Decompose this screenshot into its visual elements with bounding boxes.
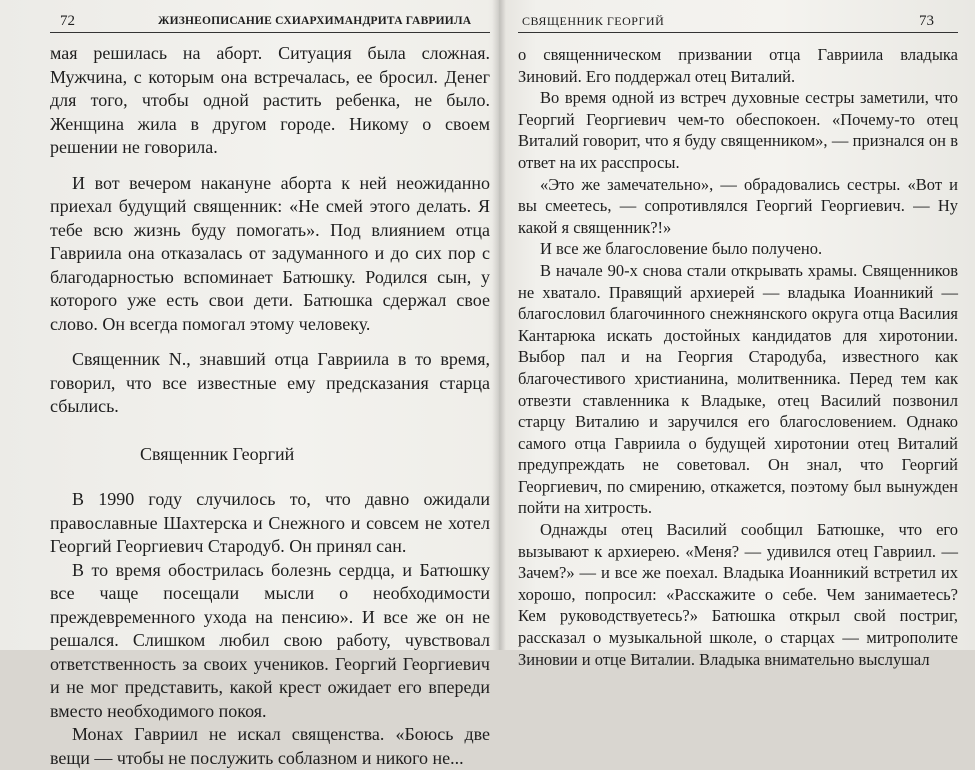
paragraph: мая решилась на аборт. Ситуация была сложная. Мужчина, с которым она встречалась, ее бросил. Денег для того, чтобы одной растить ребенка, не было. Женщина жила в другом городе. Никому о своем решении не говорила. [50, 43, 490, 157]
right-page-number: 73 [919, 13, 934, 29]
paragraph: о священническом призвании отца Гавриила владыка Зиновий. Его поддержал отец Виталий. [518, 45, 958, 86]
paragraph: Однажды отец Василий сообщил Батюшке, что его вызывают к архиерею. «Меня? — удивился отец Гавриил. — Зачем?» — и все же поехал. Владыка Иоанникий встретил их хорошо, попросил: «Расскажите о себе. Чем занимаетесь? Кем руководствуетесь?» Батюшка открыл свой постриг, рассказал о музыкальной школе, о старцах — митрополите Зиновии и отце Виталии. Владыка внимательно выслушал [518, 520, 958, 669]
right-page-text [518, 44, 958, 670]
paragraph: Монах Гавриил не искал священства. «Боюсь две вещи — чтобы не послужить соблазном и никого не... [50, 724, 490, 768]
book-gutter [492, 0, 506, 650]
paragraph: В то время обострилась болезнь сердца, и Батюшку все чаще посещали мысли о необходимости преждевременного ухода на пенсию». И все же он не решался. Слишком любил свою работу, чувствовал ответственность за своих учеников. Георгий Георгиевич и не мог представить, какой крест ожидает его впереди вместо необходимого покоя. [50, 559, 490, 721]
section-subheading: Священник Георгий [140, 443, 295, 464]
right-running-title: СВЯЩЕННИК ГЕОРГИЙ [522, 14, 665, 28]
left-running-title: ЖИЗНЕОПИСАНИЕ СХИАРХИМАНДРИТА ГАВРИИЛА [158, 15, 472, 27]
right-page-header [518, 10, 958, 33]
left-page-number: 72 [60, 13, 75, 29]
left-page [50, 0, 490, 768]
paragraph: Во время одной из встреч духовные сестры заметили, что Георгий Георгиевич чем-то обеспокоен. «Почему-то отец Виталий говорит, что я буду священником», — признался он в ответ на их расспросы. [518, 88, 958, 172]
left-page-text [50, 42, 490, 770]
right-page [518, 0, 958, 669]
paragraph: В 1990 году случилось то, что давно ожидали православные Шахтерска и Снежного и совсем не хотел Георгий Георгиевич Стародуб. Он принял сан. [50, 489, 490, 556]
paragraph: В начале 90-х снова стали открывать храмы. Священников не хватало. Правящий архиерей — владыка Иоанникий — благословил благочинного снежнянского округа отца Василия Кантарюка искать достойных кандидатов для хиротонии. Выбор пал и на Георгия Стародуба, известного как благочестивого христианина, молитвенника. Перед тем как отвезти ставленника к Владыке, отец Василий позвонил старцу Виталию и заручился его благословением. Однако самого отца Гавриила о будущей хиротонии отец Виталий предупреждать не советовал. Он знал, что Георгий Георгиевич, по смирению, откажется, поэтому был вынужден пойти на хитрость. [518, 260, 958, 518]
left-page-header [50, 10, 490, 33]
paragraph: И все же благословение было получено. [540, 239, 823, 259]
paragraph: И вот вечером накануне аборта к ней неожиданно приехал будущий священник: «Не смей этого делать. Я тебе всю жизнь буду помогать». Под влиянием отца Гавриила она отказалась от задуманного и до сих пор с благодарностью вспоминает Батюшку. Родился сын, у которого уже есть свои дети. Батюшка сдержал свое слово. Он всегда помогал этому человеку. [50, 172, 490, 334]
paragraph: Священник N., знавший отца Гавриила в то время, говорил, что все известные ему предсказания старца сбылись. [50, 349, 490, 416]
paragraph: «Это же замечательно», — обрадовались сестры. «Вот и вы смеетесь, — сопротивлялся Георгий Георгиевич. — Ну какой я священник?!» [518, 174, 958, 237]
